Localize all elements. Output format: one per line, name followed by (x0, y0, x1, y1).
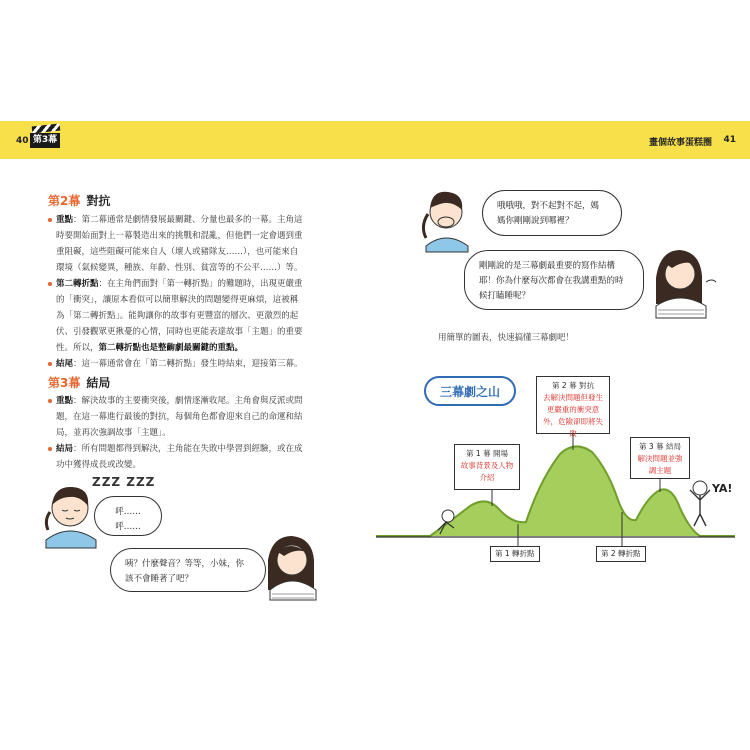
snore-bubble: 呼……呼…… (94, 496, 162, 536)
surprised-girl-illustration (423, 192, 468, 252)
reply-bubble: 咦？什麼聲音？等等，小妹，你該不會睡著了吧？ (110, 548, 266, 592)
act-tab-label: 第3幕 (30, 133, 60, 148)
zzz-text: ZZZ ZZZ (92, 475, 156, 489)
mom-illustration-right (656, 250, 716, 318)
left-page-number: 40 (16, 136, 29, 146)
act3-title: 結局 (86, 376, 111, 390)
mountain-title: 三幕劇之山 (424, 376, 516, 406)
sleeping-girl-illustration (46, 487, 96, 548)
act2-bullet-turning-point: 第二轉折點：在主角們面對「第一轉折點」的難題時，出現更嚴重的「衝突」，讓原本看似可以簡單解決的問題變得更麻煩，這被稱為「第二轉折點」。能夠讓你的故事有更豐富的層次、更激烈的起伏、引發觀眾更揪憂的心情，同時也更能表達故事「主題」的重要性。所以，第二轉折點也是整齣劇最關鍵的重點。 (48, 276, 303, 356)
act2-bullet-focus: 重點：第二幕通常是劇情發展最關鍵、分量也最多的一幕。主角這時要開始面對上一幕製造出來的挑戰和混亂，但他們一定會遇到重重阻礙，這些阻礙可能來自人（壞人或豬隊友……），也可能來自環境（氣候變異，種族、年齡、性別、貧富等的不公平……）等。 (48, 212, 303, 276)
act3-label: 第3幕 (48, 376, 81, 390)
apology-bubble: 哦哦哦，對不起對不起，媽媽你剛剛說到哪裡？ (482, 190, 622, 236)
act3-bullet-ending: 結局：所有問題都得到解決，主角能在失敗中學習到經驗，或在成功中獲得成長或改變。 (48, 441, 303, 473)
act2-head: 第 2 幕 對抗 (552, 381, 594, 390)
turning-point-1: 第 1 轉折點 (490, 546, 540, 562)
act2-body: 去解決問題但發生更嚴重的衝突意外，危險卻即將失敗 (543, 393, 603, 438)
act1-body: 故事背景及人物介紹 (460, 461, 514, 482)
act3-bullet-focus: 重點：解決故事的主要衝突後，劇情逐漸收尾。主角會與反派或問題，在這一幕進行最後的對抗，每個角色都會迎來自己的命運和結局，並再次強調故事「主題」。 (48, 393, 303, 441)
cheering-figure-icon (690, 481, 710, 526)
act3-body: 解決問題並強調主題 (637, 454, 683, 475)
mom-bubble: 剛剛說的是三幕劇最重要的寫作結構耶！你為什麼每次都會在我講重點的時候打瞌睡呢？ (464, 250, 644, 310)
act3-box (630, 437, 690, 479)
act2-label: 第2幕 (48, 194, 81, 208)
act2-bullet-ending: 結尾：這一幕通常會在「第二轉折點」發生時結束，迎接第三幕。 (48, 356, 303, 372)
act1-head: 第 1 幕 開場 (466, 449, 508, 458)
right-page-number: 41 (723, 135, 736, 145)
act2-box (536, 376, 610, 438)
act2-title: 對抗 (86, 194, 111, 208)
diagram-caption: 用簡單的圖表，快速搞懂三幕劇吧！ (438, 333, 575, 343)
turning-point-2: 第 2 轉折點 (596, 546, 646, 562)
book-title: 畫個故事蛋糕圈 (648, 138, 712, 148)
ya-shout: YA! (712, 482, 733, 495)
mom-illustration-left (268, 536, 316, 600)
act3-head: 第 3 幕 結局 (639, 442, 681, 451)
act1-box (454, 444, 520, 490)
